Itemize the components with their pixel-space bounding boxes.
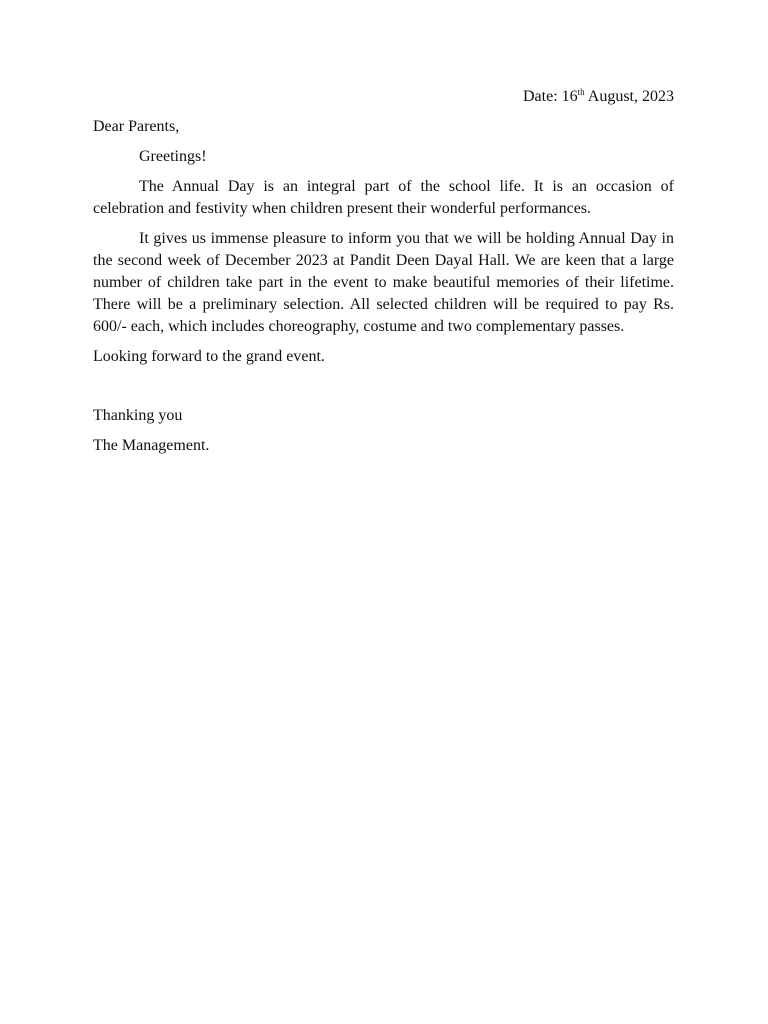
body-paragraph-annual-day-intro: The Annual Day is an integral part of the school life. It is an occasion of celebration and festivity when children present their wonderful performances. [93, 178, 674, 217]
letter-date [93, 86, 674, 108]
body-paragraph-event-details: It gives us immense pleasure to inform you that we will be holding Annual Day in the second week of December 2023 at Pandit Deen Dayal Hall. We are keen that a large number of children take part in the event to make beautiful memories of their lifetime. There will be a preliminary selection. All selected children will be required to pay Rs. 600/- each, which includes choreography, costume and two complementary passes. [93, 230, 674, 335]
salutation: Dear Parents, [93, 118, 180, 135]
signoff-sender: The Management. [93, 437, 210, 454]
closing-line: Looking forward to the grand event. [93, 348, 325, 365]
letter-document [93, 86, 674, 457]
date-prefix: Date: 16 [522, 88, 578, 105]
signoff-thanks: Thanking you [93, 407, 183, 424]
greeting: Greetings! [139, 148, 207, 165]
date-ordinal-suffix: th [577, 87, 585, 97]
date-suffix: August, 2023 [584, 88, 674, 105]
